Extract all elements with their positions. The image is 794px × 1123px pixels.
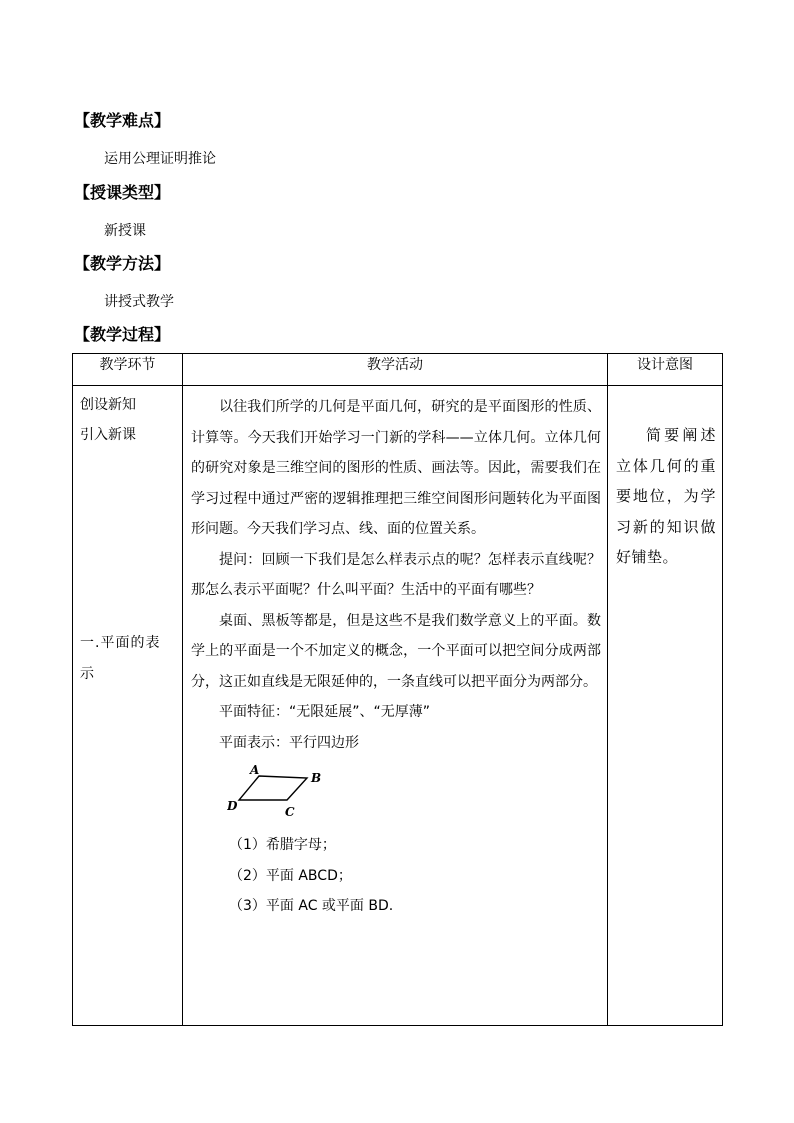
stage-line-4: 示 — [80, 666, 94, 682]
stage-cell — [73, 386, 183, 1026]
stage-line-3: 一.平面的表 — [80, 635, 161, 651]
column-header-intent: 设计意图 — [608, 354, 723, 386]
vertex-label-b: B — [311, 771, 322, 785]
stage-line-1: 创设新知 — [80, 397, 136, 413]
parallelogram-diagram — [227, 764, 347, 826]
vertex-label-d: D — [227, 799, 238, 813]
vertex-label-c: C — [285, 805, 295, 819]
activity-paragraph-intro: 以往我们所学的几何是平面几何，研究的是平面图形的性质、计算等。今天我们开始学习一门新的学科——立体几何。立体几何的研究对象是三维空间的图形的性质、画法等。因此，需要我们在学习过程中通过严密的逻辑推理把三维空间图形问题转化为平面图形问题。今天我们学习点、线、面的位置关系。 — [191, 399, 601, 537]
activity-paragraph-question: 提问：回顾一下我们是怎么样表示点的呢？怎样表示直线呢？那怎么表示平面呢？什么叫平面？生活中的平面有哪些？ — [191, 551, 601, 598]
notation-item-1: （1）希腊字母； — [229, 837, 336, 853]
parallelogram-shape — [239, 776, 307, 800]
plane-feature-line: 平面特征：“无限延展”、“无厚薄” — [219, 704, 431, 720]
column-header-stage: 教学环节 — [73, 354, 183, 386]
heading-lesson-type: 【授课类型】 — [74, 183, 171, 202]
plane-representation-line: 平面表示：平行四边形 — [219, 734, 359, 751]
activity-paragraph-examples: 桌面、黑板等都是，但是这些不是我们数学意义上的平面。数学上的平面是一个不加定义的概念，一个平面可以把空间分成两部分，这正如直线是无限延伸的，一条直线可以把平面分为两部分。 — [191, 612, 601, 690]
difficulty-text: 运用公理证明推论 — [104, 151, 216, 167]
table-header-row — [73, 354, 723, 386]
notation-item-3: （3）平面 AC 或平面 BD. — [229, 898, 394, 914]
intent-cell — [608, 386, 723, 1026]
heading-teaching-process: 【教学过程】 — [74, 325, 171, 344]
method-text: 讲授式教学 — [104, 294, 174, 310]
column-header-activity: 教学活动 — [183, 354, 608, 386]
vertex-label-a: A — [250, 764, 260, 777]
lesson-process-table — [72, 353, 723, 1026]
table-row — [73, 386, 723, 1026]
activity-cell — [183, 386, 608, 1026]
parallelogram-figure — [227, 764, 601, 826]
heading-teaching-difficulty: 【教学难点】 — [74, 111, 171, 130]
notation-item-2: （2）平面 ABCD； — [229, 867, 352, 884]
stage-line-2: 引入新课 — [80, 427, 136, 443]
heading-teaching-method: 【教学方法】 — [74, 254, 171, 273]
lesson-type-text: 新授课 — [104, 223, 146, 239]
design-intent-text: 简要阐述立体几何的重要地位，为学习新的知识做好铺垫。 — [616, 426, 716, 566]
